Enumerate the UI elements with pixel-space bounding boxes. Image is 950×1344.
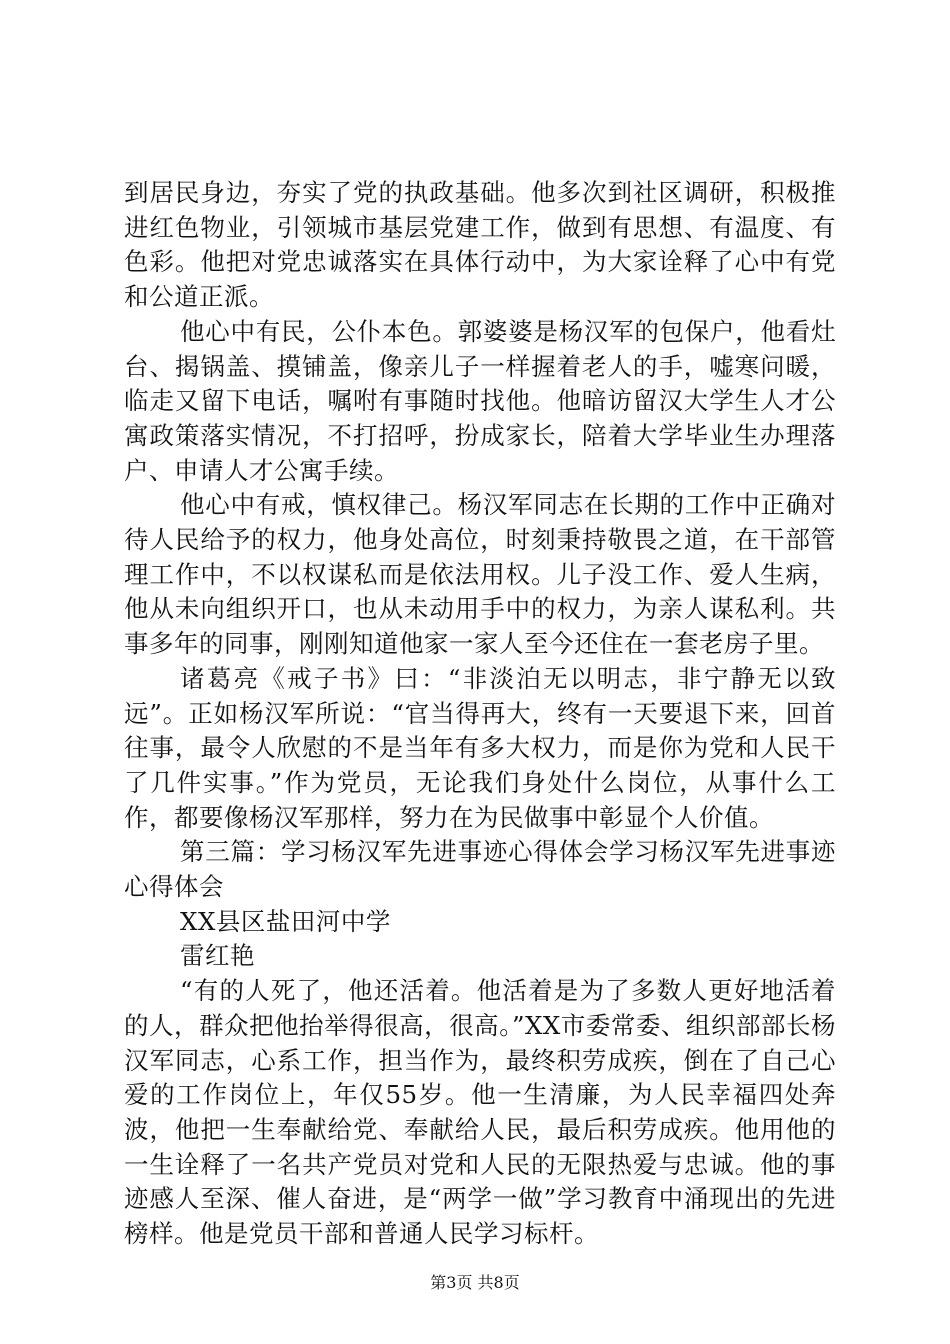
document-body: [124, 176, 836, 1252]
paragraph-discipline: 他心中有戒，慎权律己。杨汉军同志在长期的工作中正确对待人民给予的权力，他身处高位，时刻秉持敬畏之道，在干部管理工作中，不以权谋私而是依法用权。儿子没工作、爱人生病，他从未向组织开口，也从未动用手中的权力，为亲人谋私利。共事多年的同事，刚刚知道他家一家人至今还住在一套老房子里。: [124, 490, 836, 659]
paragraph-intro: “有的人死了，他还活着。他活着是为了多数人更好地活着的人，群众把他抬举得很高，很高。”XX市委常委、组织部部长杨汉军同志，心系工作，担当作为，最终积劳成疾，倒在了自己心爱的工作岗位上，年仅55岁。他一生清廉，为人民幸福四处奔波，他把一生奉献给党、奉献给人民，最后积劳成疾。他用他的一生诠释了一名共产党员对党和人民的无限热爱与忠诚。他的事迹感人至深、催人奋进，是“两学一做”学习教育中涌现出的先进榜样。他是党员干部和普通人民学习标杆。: [124, 976, 836, 1249]
author-school: XX县区盐田河中学: [180, 906, 391, 936]
paragraph-continuation: 到居民身边，夯实了党的执政基础。他多次到社区调研，积极推进红色物业，引领城市基层党建工作，做到有思想、有温度、有色彩。他把对党忠诚落实在具体行动中，为大家诠释了心中有党和公道正派。: [124, 178, 836, 312]
section-heading: 第三篇：学习杨汉军先进事迹心得体会学习杨汉军先进事迹心得体会: [124, 837, 836, 902]
author-name: 雷红艳: [180, 941, 255, 971]
page-number: 第3页 共8页: [430, 1273, 520, 1292]
paragraph-people: 他心中有民，公仆本色。郭婆婆是杨汉军的包保户，他看灶台、揭锅盖、摸铺盖，像亲儿子一样握着老人的手，嘘寒问暖，临走又留下电话，嘱咐有事随时找他。他暗访留汉大学生人才公寓政策落实情况，不打招呼，扮成家长，陪着大学毕业生办理落户、申请人才公寓手续。: [124, 316, 836, 485]
paragraph-quote: 诸葛亮《戒子书》曰：“非淡泊无以明志，非宁静无以致远”。正如杨汉军所说：“官当得再大，终有一天要退下来，回首往事，最令人欣慰的不是当年有多大权力，而是你为党和人民干了几件实事。”作为党员，无论我们身处什么岗位，从事什么工作，都要像杨汉军那样，努力在为民做事中彰显个人价值。: [124, 663, 836, 832]
